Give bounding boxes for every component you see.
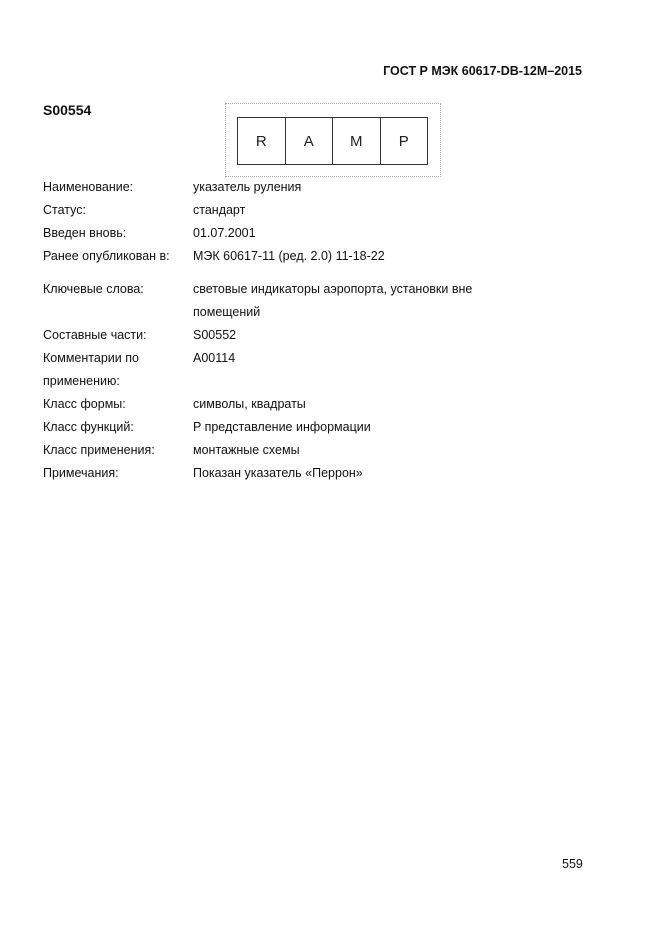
symbol-letter: M <box>333 118 381 164</box>
field-label: Наименование: <box>43 180 134 194</box>
field-label: Статус: <box>43 203 86 217</box>
standard-header: ГОСТ Р МЭК 60617-DB-12M–2015 <box>383 64 582 78</box>
field-label: Примечания: <box>43 466 119 480</box>
symbol-letter: R <box>238 118 286 164</box>
field-value: световые индикаторы аэропорта, установки вне помещений <box>193 282 473 319</box>
field-value: стандарт <box>193 203 246 217</box>
field-value: S00552 <box>193 328 237 342</box>
field-value: P представление информации <box>193 420 371 434</box>
field-value: 01.07.2001 <box>193 226 256 240</box>
field-value: символы, квадраты <box>193 397 306 411</box>
ramp-symbol <box>237 117 428 165</box>
field-label: Класс функций: <box>43 420 134 434</box>
field-label: Составные части: <box>43 328 147 342</box>
field-label: Введен вновь: <box>43 226 127 240</box>
symbol-code: S00554 <box>43 102 92 118</box>
field-value: монтажные схемы <box>193 443 300 457</box>
field-label: Комментарии по применению: <box>43 351 139 388</box>
field-label: Класс применения: <box>43 443 155 457</box>
field-label: Ключевые слова: <box>43 282 144 296</box>
field-label: Ранее опубликован в: <box>43 249 170 263</box>
field-label: Класс формы: <box>43 397 126 411</box>
field-value: Показан указатель «Перрон» <box>193 466 363 480</box>
symbol-letter: P <box>398 132 409 150</box>
field-value: МЭК 60617-11 (ред. 2.0) 11-18-22 <box>193 249 385 263</box>
symbol-letter: A <box>286 118 334 164</box>
field-value: A00114 <box>193 351 236 365</box>
page-number: 559 <box>562 857 583 871</box>
field-value: указатель руления <box>193 180 302 194</box>
